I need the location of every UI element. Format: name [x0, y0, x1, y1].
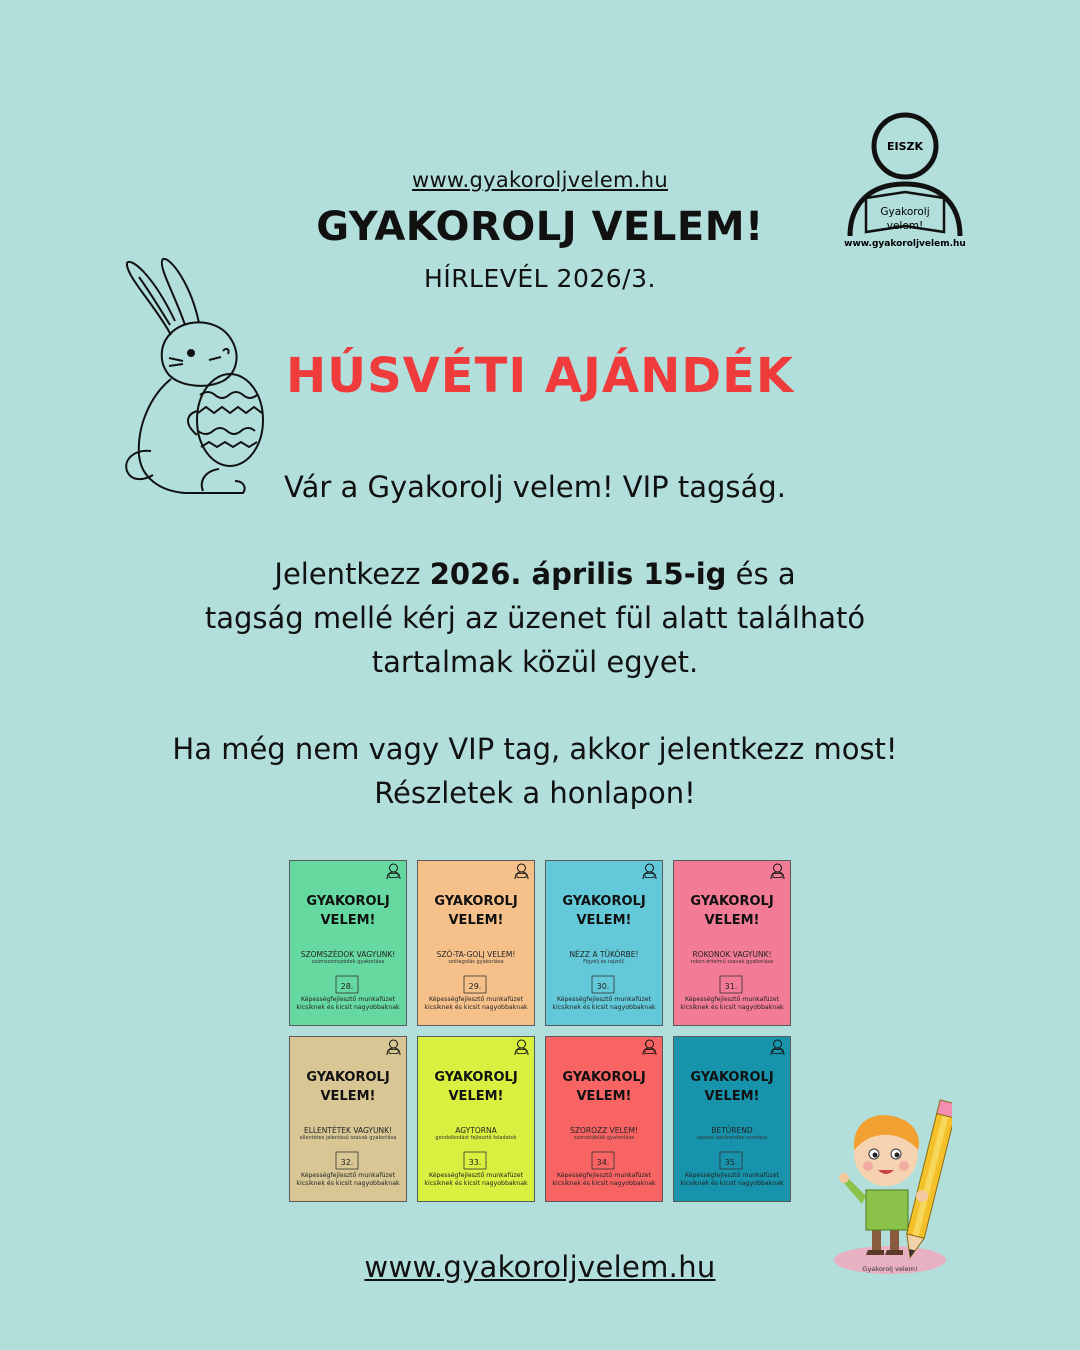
workbook-footer: Képességfejlesztő munkafüzet kicsiknek és kicsit nagyobbaknak — [296, 1172, 400, 1187]
workbook-cover — [289, 1036, 407, 1202]
site-url-bottom[interactable]: www.gyakoroljvelem.hu — [364, 1250, 716, 1284]
svg-text:34.: 34. — [596, 1158, 610, 1167]
workbook-cover — [417, 1036, 535, 1202]
workbook-illustration-icon — [574, 970, 634, 996]
join-paragraph — [0, 727, 1070, 815]
workbook-illustration-icon — [446, 970, 506, 996]
mini-logo-icon — [770, 1039, 785, 1056]
svg-text:30.: 30. — [596, 982, 610, 991]
site-url-top[interactable]: www.gyakoroljvelem.hu — [411, 168, 668, 192]
workbook-description: számszomszédok gyakorlása — [311, 959, 385, 965]
vip-paragraph: Vár a Gyakorolj velem! VIP tagság. — [284, 470, 786, 504]
deadline-paragraph — [0, 552, 1070, 684]
workbook-title: GYAKOROLJ VELEM! — [434, 1070, 518, 1104]
workbook-grid — [289, 860, 793, 1204]
workbook-cover — [673, 860, 791, 1026]
deadline-line3: tartalmak közül egyet. — [371, 645, 699, 679]
workbook-subtitle: AGYTORNA — [455, 1126, 497, 1135]
workbook-subtitle: ROKONOK VAGYUNK! — [692, 950, 772, 959]
workbook-cover — [545, 860, 663, 1026]
deadline-after: és a — [726, 557, 796, 591]
workbook-description: gondolkodást fejlesztő feladatok — [435, 1135, 517, 1141]
logo-line2: velem! — [886, 220, 924, 232]
deadline-date: 2026. április 15-ig — [429, 557, 727, 591]
workbook-illustration-icon — [446, 1146, 506, 1172]
workbook-description: szavak betűrendbe sorolása — [696, 1135, 768, 1141]
workbook-footer: Képességfejlesztő munkafüzet kicsiknek és kicsit nagyobbaknak — [680, 996, 784, 1011]
svg-text:33.: 33. — [468, 1158, 482, 1167]
newsletter-issue: HÍRLEVÉL 2026/3. — [424, 264, 656, 293]
workbook-illustration-icon — [702, 970, 762, 996]
mini-logo-icon — [386, 1039, 401, 1056]
workbook-footer: Képességfejlesztő munkafüzet kicsiknek és kicsit nagyobbaknak — [296, 996, 400, 1011]
workbook-footer: Képességfejlesztő munkafüzet kicsiknek és kicsit nagyobbaknak — [552, 1172, 656, 1187]
logo-url: www.gyakoroljvelem.hu — [844, 239, 966, 249]
workbook-title: GYAKOROLJ VELEM! — [306, 1070, 390, 1104]
workbook-footer: Képességfejlesztő munkafüzet kicsiknek és kicsit nagyobbaknak — [424, 1172, 528, 1187]
workbook-description: Figyelj és rajzolj! — [583, 959, 625, 965]
workbook-cover — [545, 1036, 663, 1202]
workbook-title: GYAKOROLJ VELEM! — [434, 894, 518, 928]
join-line2: Részletek a honlapon! — [374, 776, 696, 810]
workbook-title: GYAKOROLJ VELEM! — [562, 894, 646, 928]
svg-text:29.: 29. — [468, 982, 482, 991]
workbook-subtitle: NÉZZ A TÜKÖRBE! — [569, 950, 639, 959]
workbook-subtitle: BETŰREND — [711, 1126, 753, 1135]
workbook-footer: Képességfejlesztő munkafüzet kicsiknek és kicsit nagyobbaknak — [552, 996, 656, 1011]
workbook-title: GYAKOROLJ VELEM! — [690, 1070, 774, 1104]
workbook-subtitle: SZÓ-TA-GOLJ VELEM! — [436, 950, 516, 959]
svg-text:32.: 32. — [340, 1158, 354, 1167]
logo-line1: Gyakorolj — [880, 206, 930, 218]
newsletter-title: GYAKOROLJ VELEM! — [316, 204, 764, 250]
workbook-title: GYAKOROLJ VELEM! — [562, 1070, 646, 1104]
deadline-before: Jelentkezz — [274, 557, 430, 591]
mini-logo-icon — [514, 1039, 529, 1056]
workbook-description: szorzótáblák gyakorlása — [573, 1135, 635, 1141]
deadline-line2: tagság mellé kérj az üzenet fül alatt található — [204, 601, 866, 635]
logo-top-text: EISZK — [886, 140, 924, 153]
workbook-description: rokon értelmű szavak gyakorlása — [690, 959, 774, 965]
workbook-subtitle: SZOMSZÉDOK VAGYUNK! — [300, 950, 396, 959]
workbook-illustration-icon — [318, 970, 378, 996]
workbook-cover — [673, 1036, 791, 1202]
workbook-title: GYAKOROLJ VELEM! — [306, 894, 390, 928]
workbook-title: GYAKOROLJ VELEM! — [690, 894, 774, 928]
workbook-cover — [289, 860, 407, 1026]
mini-logo-icon — [770, 863, 785, 880]
mini-logo-icon — [514, 863, 529, 880]
svg-text:28.: 28. — [340, 982, 354, 991]
eiszk-logo — [842, 112, 968, 252]
join-line1: Ha még nem vagy VIP tag, akkor jelentkezz most! — [172, 732, 898, 766]
workbook-illustration-icon — [702, 1146, 762, 1172]
boy-caption: Gyakorolj velem! — [862, 1265, 918, 1273]
workbook-cover — [417, 860, 535, 1026]
mini-logo-icon — [642, 863, 657, 880]
workbook-subtitle: SZOROZZ VELEM! — [570, 1126, 638, 1135]
workbook-footer: Képességfejlesztő munkafüzet kicsiknek és kicsit nagyobbaknak — [680, 1172, 784, 1187]
easter-gift-headline: HÚSVÉTI AJÁNDÉK — [285, 348, 795, 404]
svg-text:31.: 31. — [724, 982, 738, 991]
mini-logo-icon — [642, 1039, 657, 1056]
mini-logo-icon — [386, 863, 401, 880]
workbook-subtitle: ELLENTÉTEK VAGYUNK! — [303, 1126, 393, 1135]
workbook-description: ellentétes jelentésű szavak gyakorlása — [299, 1135, 397, 1141]
workbook-description: szótagolás gyakorlása — [448, 959, 504, 965]
workbook-illustration-icon — [318, 1146, 378, 1172]
svg-text:35.: 35. — [724, 1158, 738, 1167]
workbook-illustration-icon — [574, 1146, 634, 1172]
workbook-footer: Képességfejlesztő munkafüzet kicsiknek és kicsit nagyobbaknak — [424, 996, 528, 1011]
